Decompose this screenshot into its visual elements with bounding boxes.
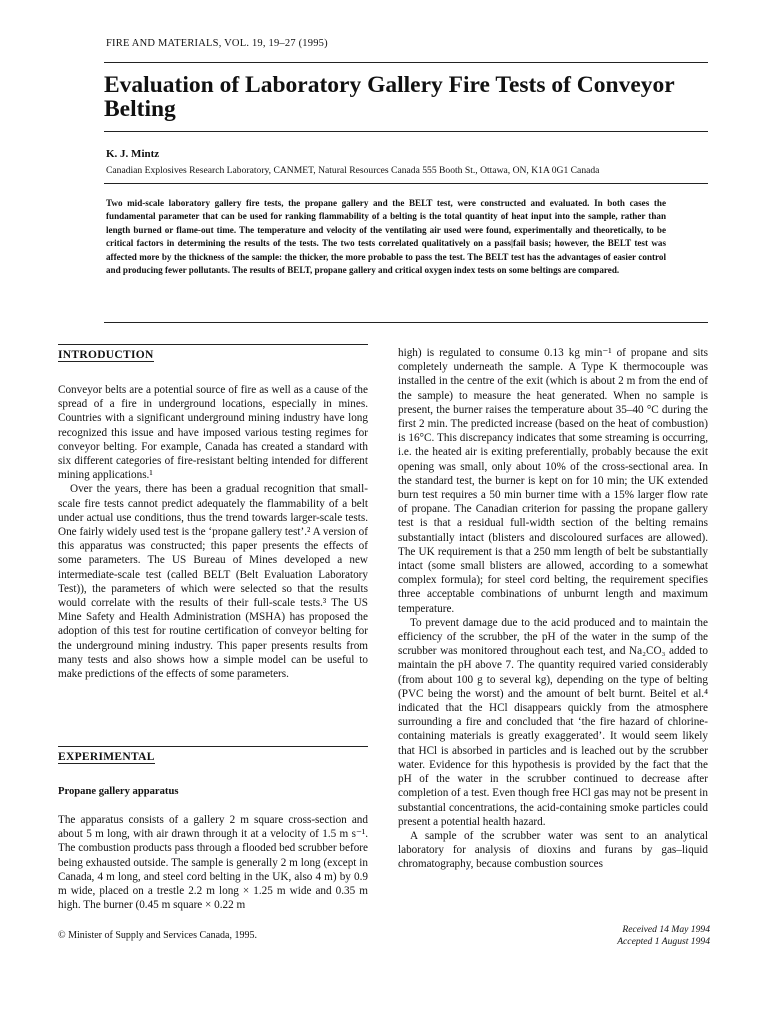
author-affiliation: Canadian Explosives Research Laboratory, CANMET, Natural Resources Canada 555 Booth St., Ottawa, ON, K1A 0G1 Canada [106, 165, 600, 176]
right-paragraph-3: A sample of the scrubber water was sent to an analytical laboratory for analysis of dioxins and furans by gas–liquid chromatography, because combustion sources [398, 829, 708, 871]
abstract-rule [104, 322, 708, 323]
experimental-heading [58, 746, 368, 764]
propane-gallery-subheading: Propane gallery apparatus [58, 786, 179, 797]
right-paragraph-2: To prevent damage due to the acid produced and to maintain the efficiency of the scrubber, the pH of the water in the sump of the scrubber was monitored throughout each test, and Na₂CO₃ added to maintain the pH above 7. The quantity required varied considerably (from about 100 g to several kg), depending on the type of belting (PVC being the worst) and the amount of belt burnt. Beitel et al.⁴ indicated that the HCl disappears quickly from the atmosphere surrounding a fire and concluded that ‘the fire hazard of chlorine-containing materials is greatly exaggerated’. It would seem likely that HCl is absorbed in particles and is leached out by the scrubber water. Evidence for this hypothesis is provided by the fact that the pH of the water in the scrubber continued to decrease after completion of a test. Even though free HCl gas may not be present in substantial concentrations, the acid-containing smoke particles could present a potential health hazard. [398, 616, 708, 828]
section-rule [58, 746, 368, 747]
section-heading-text: INTRODUCTION [58, 349, 154, 361]
header-rule [104, 62, 708, 63]
introduction-heading [58, 344, 368, 362]
section-rule [58, 344, 368, 345]
intro-paragraph-2: Over the years, there has been a gradual recognition that small-scale fire tests cannot predict adequately the flammability of a belt under actual use conditions, thus the trend towards larger-scale tests. One fairly widely used test is the ‘propane gallery test’.² A version of this apparatus was constructed; this paper presents the effects of some parameters. The US Bureau of Mines developed a new intermediate-scale test (called BELT (Belt Evaluation Laboratory Test)), the parameters of which were selected so that the results would correlate with the results of their full-scale tests.³ The US Mine Safety and Health Administration (MSHA) has proposed the adoption of this test for routine certification of conveyor belting for the underground mining industry. This paper presents results from many tests and also shows how a simple model can be useful to make predictions of the effects of some parameters. [58, 483, 368, 681]
left-column-experimental [58, 813, 368, 912]
left-column-introduction [58, 383, 368, 681]
affiliation-rule [104, 183, 708, 184]
experimental-paragraph-1: The apparatus consists of a gallery 2 m square cross-section and about 5 m long, with air drawn through it at a velocity of 1.5 m s⁻¹. The combustion products pass through a flooded bed scrubber before being exhausted outside. The sample is generally 2 m long (except in Canada, 4 m long, and steel cord belting in the UK, also 4 m) by 0.9 m wide, placed on a trestle 2.2 m long × 1.25 m wide and 0.35 m high. The burner (0.45 m square × 0.22 m [58, 814, 368, 912]
title-rule [104, 131, 708, 132]
section-heading-text: EXPERIMENTAL [58, 751, 155, 763]
author-name: K. J. Mintz [106, 148, 160, 160]
right-column [398, 346, 708, 872]
intro-paragraph-1: Conveyor belts are a potential source of fire as well as a cause of the spread of a fire in underground locations, especially in mines. Countries with a significant underground mining industry have long recognized this issue and have imposed various testing regimes for conveyor belting. For example, Canada has created a standard with six different categories of fire-resistant belting intended for different mining applications.¹ [58, 384, 368, 482]
received-date: Received 14 May 1994 [622, 924, 710, 935]
accepted-date: Accepted 1 August 1994 [617, 936, 710, 947]
abstract: Two mid-scale laboratory gallery fire tests, the propane gallery and the BELT test, were constructed and evaluated. In both cases the fundamental parameter that can be used for ranking flammability of a belting is the total quantity of heat input into the sample, rather than length burned or flame-out time. The temperature and velocity of the ventilating air used were found, experimentally and theoretically, to be critical factors in determining the results of the tests. The two tests correlated qualitatively on a pass|fail basis; however, the BELT test was affected more by the thickness of the sample: the thicker, the more probable to pass the test. The BELT test has the advantages of easier control and producing fewer pollutants. The results of BELT, propane gallery and critical oxygen index tests on some beltings are compared. [106, 198, 666, 276]
right-paragraph-1: high) is regulated to consume 0.13 kg min⁻¹ of propane and sits completely underneath the sample. A Type K thermocouple was installed in the centre of the exit (which is about 2 m from the end of the sample) to measure the heat generated. When no sample is present, the burner raises the temperature about 35–40 °C during the first 2 min. The predicted increase (based on the heat of combustion) is 16°C. This discrepancy indicates that some streaming is occurring, i.e. the heated air is exiting preferentially, probably because the exit opening was small, only about 10% of the cross-sectional area. In the standard test, the burner is kept on for 10 min; the UK extended burn test requires a 50 min burner time with a 15% larger flow rate of propane. The Canadian criterion for passing the propane gallery test is that a residual full-width section of the belting remains substantially intact (blisters and discoloured surfaces are allowed). The UK requirement is that a 250 mm length of belt be substantially intact (some small blisters are allowed, according to a somewhat complex formula); for steel cord belting, the requirement specifies three acceptable combinations of unburnt length and maximum temperature. [398, 347, 708, 615]
copyright-notice: © Minister of Supply and Services Canada, 1995. [58, 930, 257, 941]
article-title: Evaluation of Laboratory Gallery Fire Tests of Conveyor Belting [104, 72, 675, 122]
journal-header: FIRE AND MATERIALS, VOL. 19, 19–27 (1995) [106, 38, 328, 49]
received-dates [560, 924, 710, 948]
